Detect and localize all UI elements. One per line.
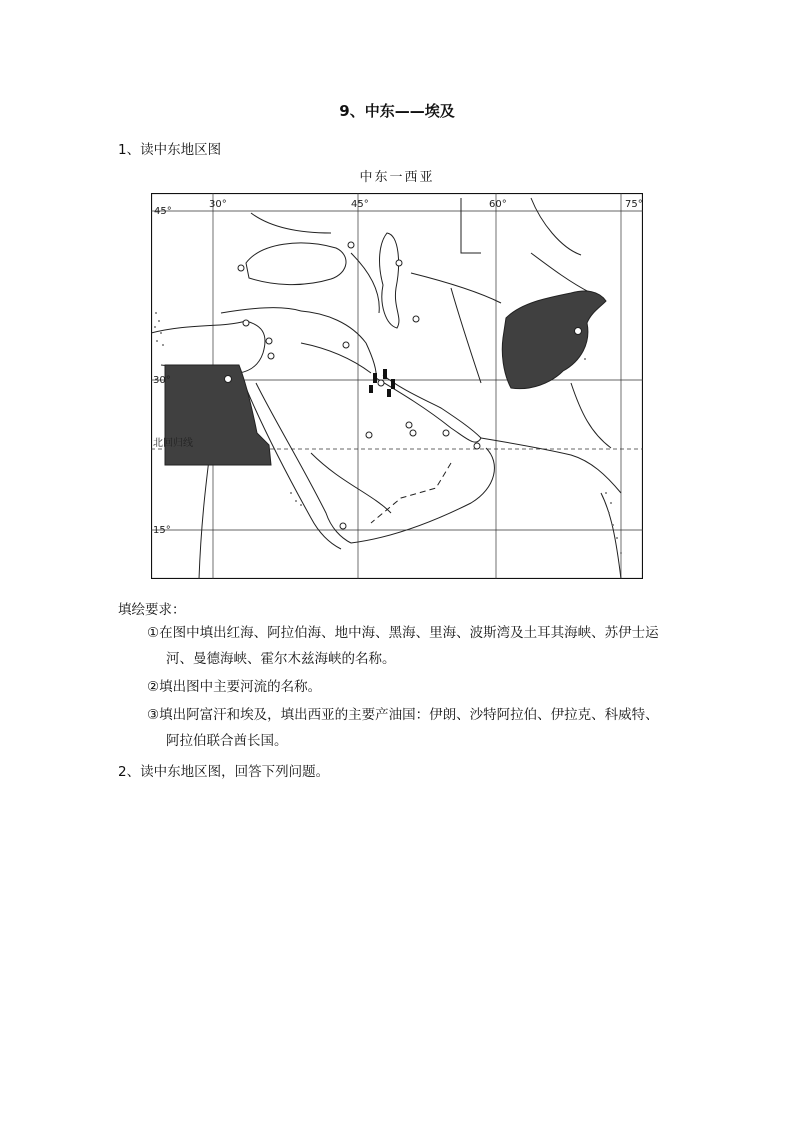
requirement-2: ②填出图中主要河流的名称。 xyxy=(147,679,322,695)
lon-label-30: 30° xyxy=(209,199,227,210)
requirement-1-line-1: ①在图中填出红海、阿拉伯海、地中海、黑海、里海、波斯湾及土耳其海峡、苏伊士运 xyxy=(147,625,659,641)
requirements-heading: 填绘要求： xyxy=(118,602,186,618)
lat-label-30: 30° xyxy=(153,375,171,386)
middle-east-map xyxy=(151,193,643,579)
requirement-3-line-2: 阿拉伯联合酋长国。 xyxy=(166,733,288,749)
lat-label-45: 45° xyxy=(154,206,172,217)
question-2: 2、读中东地区图，回答下列问题。 xyxy=(118,764,330,780)
lon-label-75: 75° xyxy=(625,199,643,210)
page-title: 9、中东——埃及 xyxy=(339,102,455,120)
lon-label-60: 60° xyxy=(489,199,507,210)
requirement-3-line-1: ③填出阿富汗和埃及，填出西亚的主要产油国：伊朗、沙特阿拉伯、伊拉克、科威特、 xyxy=(147,707,659,723)
map-title: 中东一西亚 xyxy=(359,170,435,185)
lon-label-45: 45° xyxy=(351,199,369,210)
lat-label-15: 15° xyxy=(153,525,171,536)
question-1: 1、读中东地区图 xyxy=(118,142,222,158)
requirement-1-line-2: 河、曼德海峡、霍尔木兹海峡的名称。 xyxy=(166,651,396,667)
tropic-label: 北回归线 xyxy=(153,438,193,449)
